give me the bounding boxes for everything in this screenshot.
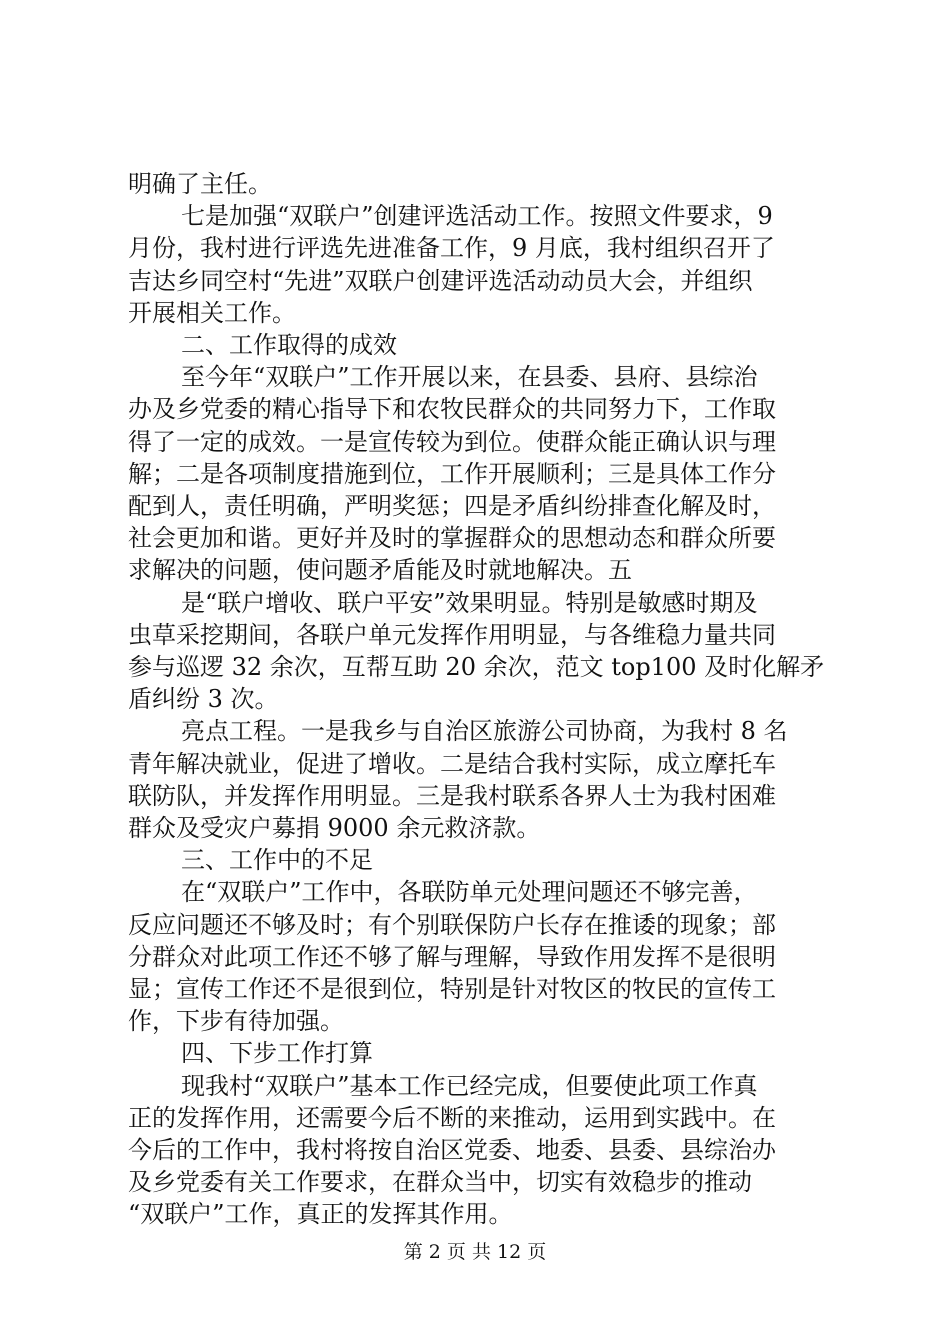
text-line: 月份，我村进行评选先进准备工作，9 月底，我村组织召开了	[128, 234, 775, 263]
text-line: 解；二是各项制度措施到位，工作开展顺利；三是具体工作分	[128, 459, 776, 488]
text-line: 联防队，并发挥作用明显。三是我村联系各界人士为我村困难	[128, 781, 776, 810]
text-line: 显；宣传工作还不是很到位，特别是针对牧区的牧民的宣传工	[128, 975, 776, 1003]
text-line: 七是加强“双联户”创建评选活动工作。按照文件要求，9	[181, 202, 773, 231]
text-line: 虫草采挖期间，各联户单元发挥作用明显，与各维稳力量共同	[128, 620, 776, 649]
text-line: 反应问题还不够及时；有个别联保防户长存在推诿的现象；部	[128, 910, 776, 939]
page-number: 第 2 页 共 12 页	[403, 1241, 547, 1263]
text-line: “双联户”工作，真正的发挥其作用。	[128, 1200, 513, 1229]
text-line: 盾纠纷 3 次。	[128, 685, 279, 714]
text-line: 群众及受灾户募捐 9000 余元救济款。	[128, 814, 541, 842]
text-line: 现我村“双联户”基本工作已经完成，但要使此项工作真	[181, 1071, 758, 1100]
text-line: 是“联户增收、联户平安”效果明显。特别是敏感时期及	[181, 588, 758, 617]
text-line: 及乡党委有关工作要求，在群众当中，切实有效稳步的推动	[128, 1168, 752, 1197]
text-line: 至今年“双联户”工作开展以来，在县委、县府、县综治	[181, 363, 758, 392]
text-line: 正的发挥作用，还需要今后不断的来推动，运用到实践中。在	[128, 1103, 776, 1132]
text-line: 分群众对此项工作还不够了解与理解，导致作用发挥不是很明	[128, 942, 776, 971]
text-line: 社会更加和谐。更好并及时的掌握群众的思想动态和群众所要	[128, 524, 776, 553]
text-line: 参与巡逻 32 余次，互帮互助 20 余次，范文 top100 及时化解矛	[128, 653, 825, 681]
text-line: 求解决的问题，使问题矛盾能及时就地解决。五	[128, 556, 632, 585]
section-heading: 三、工作中的不足	[181, 846, 373, 875]
text-line: 得了一定的成效。一是宣传较为到位。使群众能正确认识与理	[128, 427, 776, 456]
text-line: 明确了主任。	[128, 170, 272, 198]
text-line: 青年解决就业，促进了增收。二是结合我村实际，成立摩托车	[128, 749, 776, 778]
section-heading: 四、下步工作打算	[181, 1039, 373, 1068]
text-line: 今后的工作中，我村将按自治区党委、地委、县委、县综治办	[128, 1136, 776, 1164]
text-line: 开展相关工作。	[128, 298, 296, 327]
text-line: 办及乡党委的精心指导下和农牧民群众的共同努力下，工作取	[128, 395, 776, 424]
text-line: 在“双联户”工作中，各联防单元处理问题还不够完善，	[181, 878, 758, 907]
text-line: 吉达乡同空村“先进”双联户创建评选活动动员大会，并组织	[128, 266, 753, 295]
section-heading: 二、工作取得的成效	[181, 331, 397, 359]
text-line: 亮点工程。一是我乡与自治区旅游公司协商，为我村 8 名	[181, 717, 788, 746]
text-line: 配到人，责任明确，严明奖惩；四是矛盾纠纷排查化解及时，	[128, 492, 776, 520]
text-line: 作，下步有待加强。	[128, 1007, 344, 1036]
